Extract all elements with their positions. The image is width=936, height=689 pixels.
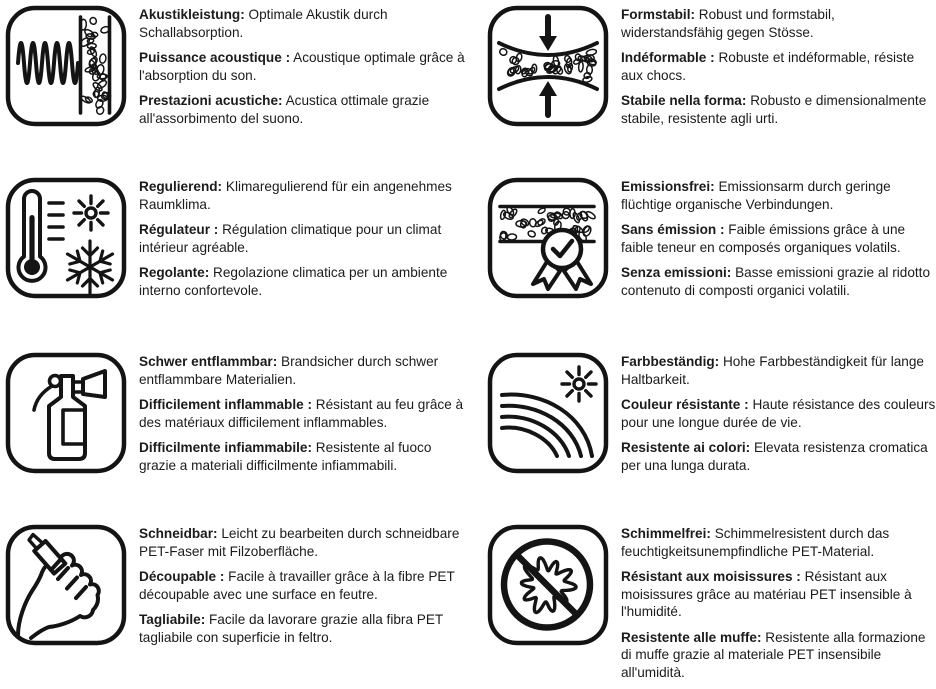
entry-it: Difficilmente infiammabile: Resistente al fuoco grazie a materiali difficilmente infiammabili. (139, 439, 432, 473)
sun-glyph (562, 367, 596, 401)
section-shape-stable (487, 5, 936, 177)
section-text (139, 524, 465, 654)
entry-fr: Couleur résistante : Haute résistance des couleurs pour une longue durée de vie. (621, 396, 936, 430)
sun-glyph (74, 196, 108, 230)
entry-it: Regolante: Regolazione climatica per un ambiente interno confortevole. (139, 264, 448, 298)
hand-cutter-icon (5, 524, 127, 646)
entry-de: Schneidbar: Leicht zu bearbeiten durch schneidbare PET-Faser mit Filzoberfläche. (139, 526, 460, 559)
entry-fr: Sans émission : Faible émissions grâce à une faible teneur en composés organiques volatils. (621, 221, 906, 255)
section-text (139, 177, 465, 307)
entry-it: Resistente ai colori: Elevata resistenza cromatica per una lunga durata. (621, 439, 928, 473)
entry-de: Regulierend: Klimaregulierend für ein angenehmes Raumklima. (139, 179, 452, 212)
entry-de: Emissionsfrei: Emissionsarm durch geringe flüchtige organische Verbindungen. (621, 179, 891, 212)
entry-it: Resistente alle muffe: Resistente alla formazione di muffe grazie al materiale PET insensibile all'umidità. (621, 629, 926, 680)
entry-fr: Puissance acoustique : Acoustique optimale grâce à l'absorption du son. (139, 49, 465, 83)
certified-material-icon (487, 177, 609, 299)
entry-fr: Résistant aux moisissures : Résistant aux moisissures grâce au matériau PET insensible à l'humidité. (621, 568, 912, 620)
section-text (621, 524, 936, 689)
snowflake-glyph (64, 241, 117, 293)
entry-fr: Régulateur : Régulation climatique pour un climat intérieur agréable. (139, 221, 442, 255)
section-climate-regulating (5, 177, 465, 352)
section-text (139, 352, 465, 482)
entry-de: Farbbeständig: Hohe Farbbeständigkeit für lange Haltbarkeit. (621, 354, 924, 387)
thermometer-climate-icon (5, 177, 127, 299)
entry-fr: Indéformable : Robuste et indéformable, résiste aux chocs. (621, 49, 915, 83)
section-colorfast (487, 352, 936, 524)
fire-extinguisher-icon (5, 352, 127, 474)
section-text (621, 177, 936, 307)
entry-it: Senza emissioni: Basse emissioni grazie al ridotto contenuto di composti organici volatili. (621, 264, 931, 298)
entry-de: Formstabil: Robust und formstabil, widerstandsfähig gegen Stösse. (621, 7, 835, 40)
sound-absorption-icon (5, 5, 127, 127)
entry-it: Stabile nella forma: Robusto e dimensionalmente stabile, resistente agli urti. (621, 92, 927, 126)
section-text (621, 5, 936, 135)
entry-de: Schwer entflammbar: Brandsicher durch schwer entflammbare Materialien. (139, 354, 439, 387)
section-emission-free (487, 177, 936, 352)
sun-rainbow-icon (487, 352, 609, 474)
section-acoustic (5, 5, 465, 177)
entry-it: Prestazioni acustiche: Acustica ottimale grazie all'assorbimento del suono. (139, 92, 430, 126)
section-flame-retardant (5, 352, 465, 524)
entry-fr: Découpable : Facile à travailler grâce à la fibre PET découpable avec une surface en feutre. (139, 568, 455, 602)
entry-it: Tagliabile: Facile da lavorare grazie alla fibra PET tagliabile con superficie in feltro. (139, 611, 443, 645)
section-text (139, 5, 465, 135)
entry-de: Akustikleistung: Optimale Akustik durch Schallabsorption. (139, 7, 388, 40)
section-cuttable (5, 524, 465, 689)
entry-de: Schimmelfrei: Schimmelresistent durch das feuchtigkeitsunempfindliche PET-Material. (621, 526, 890, 559)
section-text (621, 352, 936, 482)
no-mold-icon (487, 524, 609, 646)
entry-fr: Difficilement inflammable : Résistant au feu grâce à des matériaux difficilement inflammables. (139, 396, 464, 430)
compression-resistance-icon (487, 5, 609, 127)
section-mold-free (487, 524, 936, 689)
